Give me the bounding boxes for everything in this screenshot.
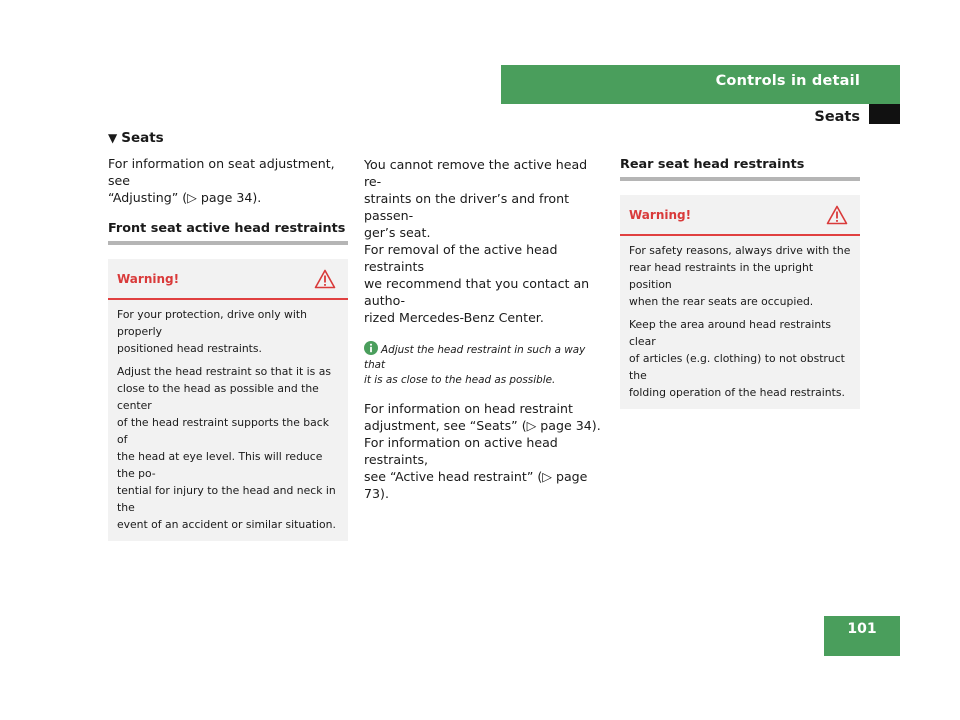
rear-warning-box [620, 195, 860, 409]
chapter-title: Controls in detail [715, 73, 860, 89]
warning-body [620, 236, 860, 409]
front-seat-subheading: Front seat active head restraints [108, 220, 348, 245]
warning-paragraph: Keep the area around head restraints clear of articles (e.g. clothing) to not obstruct the folding operation of the head restraints. [629, 318, 845, 399]
warning-header [620, 195, 860, 236]
warning-triangle-icon [826, 205, 848, 225]
warning-header [108, 259, 348, 300]
warning-title: Warning! [117, 272, 180, 286]
warning-triangle-icon [314, 269, 336, 289]
page-number: 101 [847, 621, 877, 637]
warning-paragraph: For safety reasons, always drive with the rear head restraints in the upright position when the rear seats are occupied. [629, 244, 851, 308]
warning-paragraph: Adjust the head restraint so that it is as close to the head as possible and the center of the head restraint supports the back of the head at eye level. This will reduce the po- tential for injury to the head and neck in the event of an accident or similar situation. [117, 365, 336, 531]
reference-paragraph: For information on head restraint adjustment, see “Seats” (▷ page 34). For information on active head restraints, see “Active head restraint” (▷ page 73). [364, 401, 601, 501]
warning-paragraph: For your protection, drive only with properly positioned head restraints. [117, 308, 307, 355]
rear-seat-subheading: Rear seat head restraints [620, 156, 860, 181]
page-number-box [824, 616, 900, 656]
section-title: Seats [814, 109, 860, 125]
column-middle [364, 156, 608, 502]
warning-body [108, 300, 348, 541]
removal-paragraph: You cannot remove the active head re- straints on the driver’s and front passen- ger’s seat. For removal of the active head restraints we recommend that you contact an autho- rized Mercedes-Benz Center. [364, 157, 590, 325]
chapter-header-band [501, 65, 900, 104]
info-note: Adjust the head restraint in such a way that it is as close to the head as possible. [364, 341, 608, 388]
seats-heading-text: Seats [121, 130, 164, 146]
info-icon [364, 341, 378, 355]
column-left [108, 130, 348, 541]
section-tab-marker [869, 104, 900, 124]
column-right [620, 156, 860, 409]
heading-triangle-icon: ▼ [108, 131, 118, 145]
front-warning-box [108, 259, 348, 541]
seats-heading [108, 130, 348, 146]
seat-adjustment-intro: For information on seat adjustment, see “Adjusting” (▷ page 34). [108, 156, 335, 205]
warning-title: Warning! [629, 208, 692, 222]
